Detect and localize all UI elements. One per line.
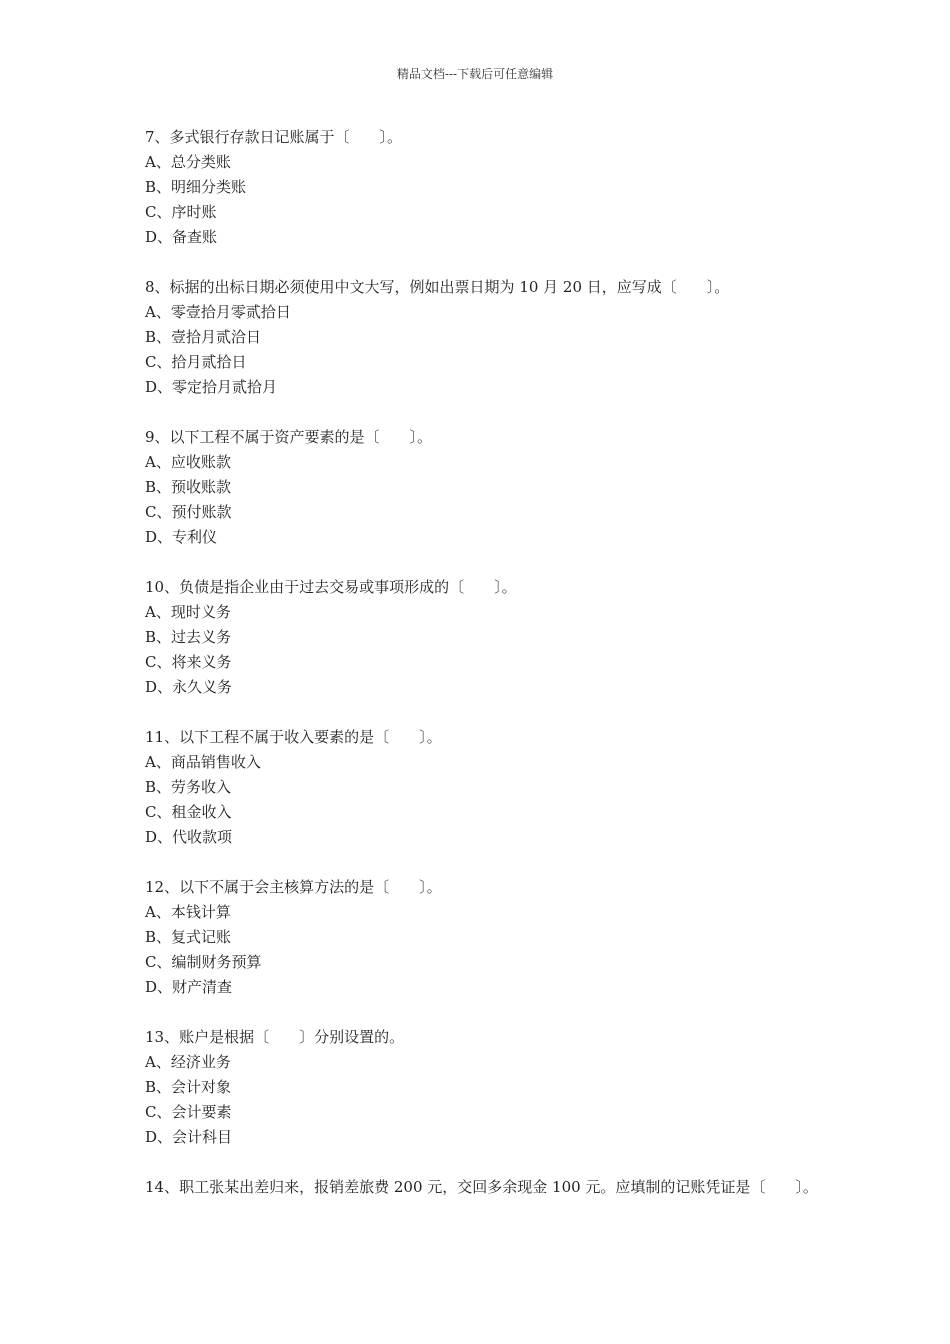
- option-b: B、会计对象: [145, 1078, 232, 1096]
- option-c: C、将来义务: [145, 653, 232, 671]
- question-stem: 8、标据的出标日期必须使用中文大写，例如出票日期为 10 月 20 日，应写成〔 〕。: [145, 278, 730, 296]
- question-list: [145, 125, 825, 1225]
- question-11: [145, 725, 825, 850]
- option-d: D、代收款项: [145, 828, 233, 846]
- option-d: D、备查账: [145, 228, 218, 246]
- option-c: C、序时账: [145, 203, 217, 221]
- option-a: A、现时义务: [145, 603, 231, 621]
- question-8: [145, 275, 825, 400]
- option-d: D、零定拾月贰拾月: [145, 378, 278, 396]
- option-c: C、编制财务预算: [145, 953, 262, 971]
- option-b: B、预收账款: [145, 478, 232, 496]
- option-d: D、会计科目: [145, 1128, 233, 1146]
- question-stem: 13、账户是根据〔 〕分别设置的。: [145, 1028, 405, 1046]
- question-stem: 10、负债是指企业由于过去交易或事项形成的〔 〕。: [145, 578, 517, 596]
- option-a: A、经济业务: [145, 1053, 231, 1071]
- option-b: B、明细分类账: [145, 178, 247, 196]
- question-stem: 11、以下工程不属于收入要素的是〔 〕。: [145, 728, 442, 746]
- option-a: A、零壹拾月零贰拾日: [145, 303, 291, 321]
- option-c: C、预付账款: [145, 503, 232, 521]
- question-stem: 9、以下工程不属于资产要素的是〔 〕。: [145, 428, 433, 446]
- option-d: D、财产清查: [145, 978, 233, 996]
- option-b: B、复式记账: [145, 928, 232, 946]
- option-a: A、本钱计算: [145, 903, 231, 921]
- option-c: C、租金收入: [145, 803, 232, 821]
- question-stem: 7、多式银行存款日记账属于〔 〕。: [145, 128, 403, 146]
- question-10: [145, 575, 825, 700]
- question-7: [145, 125, 825, 250]
- option-a: A、总分类账: [145, 153, 231, 171]
- option-b: B、壹拾月贰洽日: [145, 328, 262, 346]
- option-a: A、应收账款: [145, 453, 231, 471]
- option-d: D、永久义务: [145, 678, 233, 696]
- option-d: D、专利仪: [145, 528, 218, 546]
- option-c: C、拾月贰拾日: [145, 353, 247, 371]
- question-9: [145, 425, 825, 550]
- option-c: C、会计要素: [145, 1103, 232, 1121]
- question-12: [145, 875, 825, 1000]
- question-14: [145, 1175, 825, 1200]
- option-a: A、商品销售收入: [145, 753, 261, 771]
- question-13: [145, 1025, 825, 1150]
- option-b: B、劳务收入: [145, 778, 232, 796]
- option-b: B、过去义务: [145, 628, 232, 646]
- question-stem: 14、职工张某出差归来，报销差旅费 200 元，交回多余现金 100 元。应填制的记账凭证是〔 〕。: [145, 1178, 818, 1196]
- question-stem: 12、以下不属于会主核算方法的是〔 〕。: [145, 878, 442, 896]
- page-header: 精品文档---下载后可任意编辑: [396, 67, 554, 81]
